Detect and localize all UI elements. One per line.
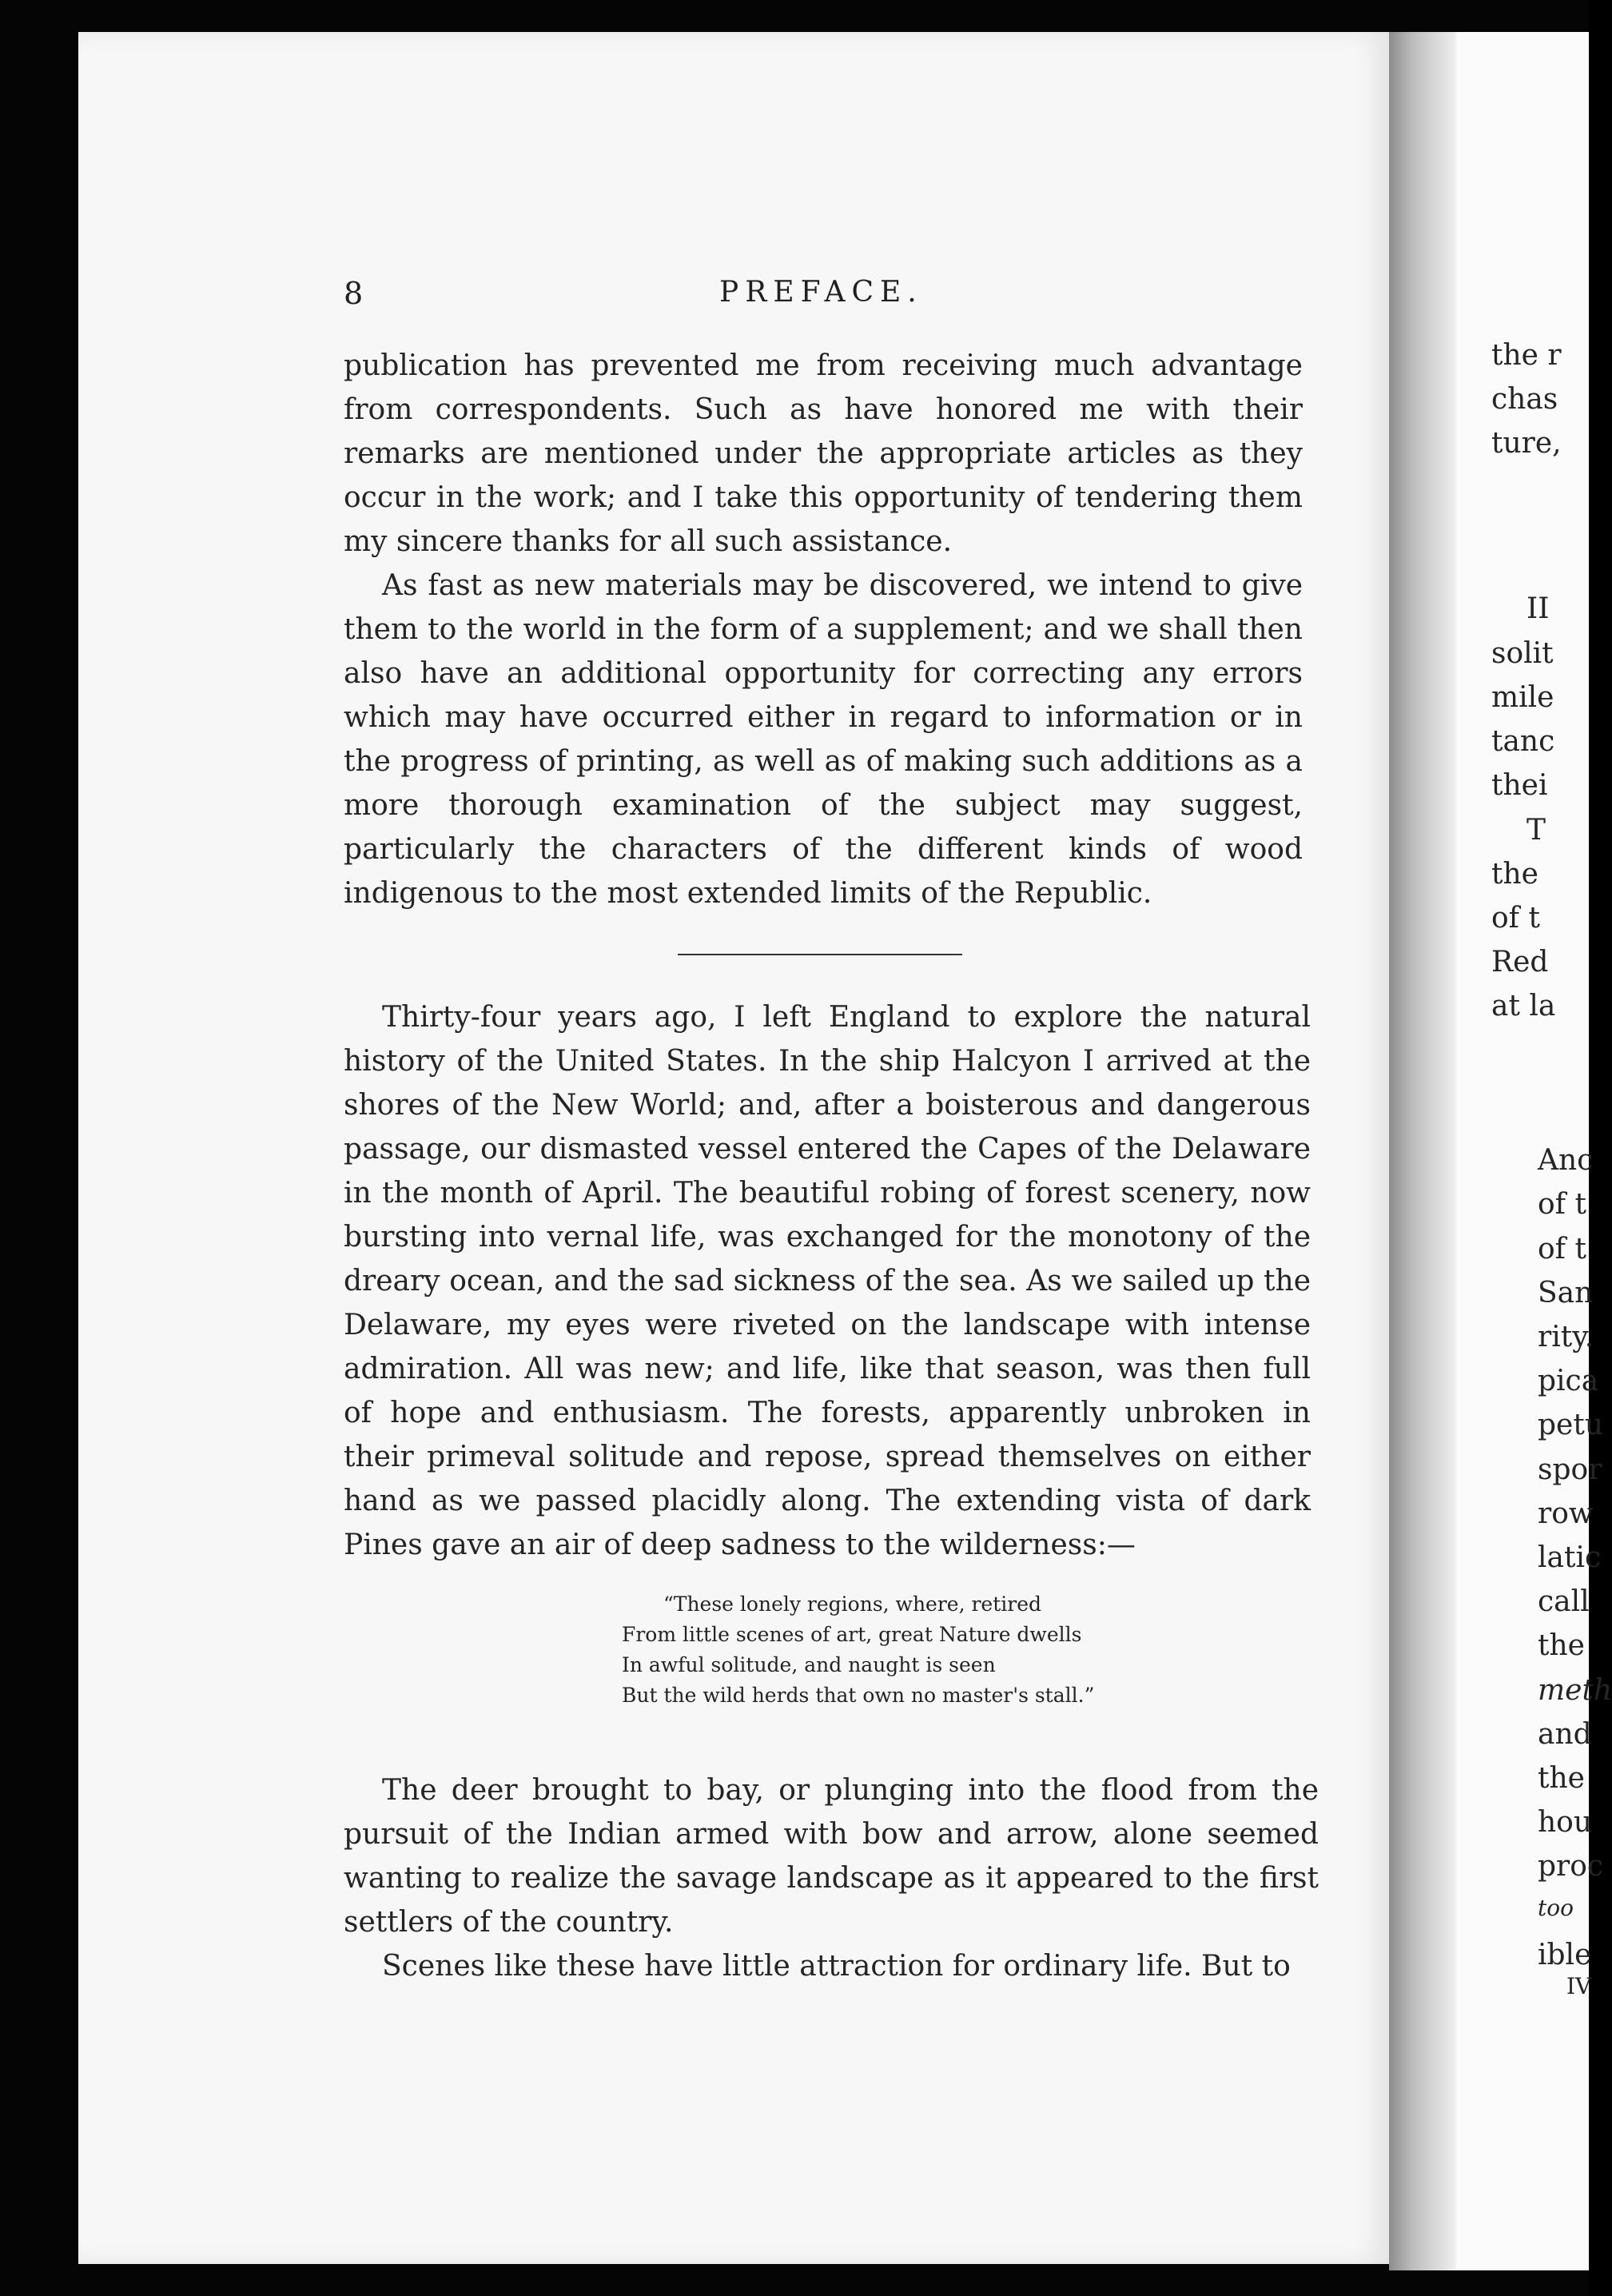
- verse-line: In awful solitude, and naught is seen: [622, 1653, 996, 1676]
- preface-text-top: [344, 344, 1303, 915]
- right-fragment: and: [1538, 1718, 1592, 1751]
- page-header: [344, 276, 1335, 316]
- right-fragment: of t: [1538, 1188, 1586, 1221]
- paragraph-3: Thirty-four years ago, I left England to explore the natural history of the United States. In the ship Halcyon I arrived at the shores of the New World; and, after a boisterous and dangerous passage, our dismasted vessel entered the Capes of the Delaware in the month of April. The beautiful robing of forest scenery, now bursting into vernal life, was exchanged for the monotony of the dreary ocean, and the sad sickness of the sea. As we sailed up the Delaware, my eyes were riveted on the landscape with intense admiration. All was new; and life, like that season, was then full of hope and enthusiasm. The forests, apparently unbroken in their primeval solitude and repose, spread themselves on either hand as we passed placidly along. The extending vista of dark Pines gave an air of deep sadness to the wilderness:—: [344, 1001, 1311, 1561]
- right-fragment: ible: [1538, 1939, 1592, 1971]
- right-fragment: meth: [1538, 1674, 1612, 1707]
- right-fragment: the: [1491, 858, 1538, 891]
- right-fragment: at la: [1491, 990, 1556, 1022]
- right-fragment: row: [1538, 1497, 1594, 1530]
- quoted-verse: [622, 1589, 1181, 1711]
- paragraph-4: The deer brought to bay, or plunging into the flood from the pursuit of the Indian armed with bow and arrow, alone seemed wanting to realize the savage landscape as it appeared to the first settlers of the country.: [344, 1774, 1319, 1939]
- running-head: PREFACE.: [719, 276, 923, 309]
- right-fragment: T: [1526, 814, 1546, 847]
- preface-text-middle: [344, 995, 1311, 1567]
- right-fragment: hou: [1538, 1806, 1593, 1839]
- book-gutter: [1389, 32, 1456, 2270]
- right-fragment: ture,: [1491, 427, 1562, 460]
- preface-text-bottom: [344, 1768, 1319, 1988]
- right-fragment: spor: [1538, 1453, 1602, 1486]
- right-fragment: IV: [1566, 1973, 1592, 1999]
- right-fragment: San: [1538, 1277, 1594, 1309]
- right-fragment: too: [1538, 1895, 1574, 1921]
- right-fragment: rity.: [1538, 1321, 1594, 1353]
- right-fragment: of t: [1491, 902, 1540, 935]
- right-fragment: mile: [1491, 681, 1554, 714]
- verse-line: “These lonely regions, where, retired: [663, 1592, 1042, 1616]
- right-fragment: solit: [1491, 637, 1554, 670]
- right-fragment: chas: [1491, 383, 1558, 416]
- page-number: 8: [344, 276, 364, 311]
- section-separator: [678, 954, 962, 955]
- right-fragment: the r: [1491, 339, 1562, 372]
- right-fragment: of t: [1538, 1233, 1586, 1266]
- right-fragment: the: [1538, 1762, 1585, 1795]
- right-fragment: the: [1538, 1629, 1585, 1662]
- paragraph-1: publication has prevented me from receiving much advantage from correspondents. Such as have honored me with their remarks are mentioned under the appropriate articles as they occur in the work; and I take this opportunity of tendering them my sincere thanks for all such assistance.: [344, 349, 1303, 558]
- verse-line: But the wild herds that own no master's stall.”: [622, 1684, 1095, 1707]
- verse-line: From little scenes of art, great Nature dwells: [622, 1623, 1082, 1646]
- right-fragment: latic: [1538, 1541, 1602, 1574]
- right-fragment: Red: [1491, 946, 1549, 979]
- paragraph-5: Scenes like these have little attraction for ordinary life. But to: [382, 1950, 1291, 1983]
- right-fragment: proc: [1538, 1850, 1604, 1883]
- right-fragment: tanc: [1491, 725, 1555, 758]
- right-fragment: thei: [1491, 769, 1548, 802]
- right-fragment: Anc: [1538, 1144, 1594, 1177]
- paragraph-2: As fast as new materials may be discovered, we intend to give them to the world in the form of a supplement; and we shall then also have an additional opportunity for correcting any errors which may have occurred either in regard to information or in the progress of printing, as well as of making such additions as a more thorough examination of the subject may suggest, particularly the characters of the different kinds of wood indigenous to the most extended limits of the Republic.: [344, 569, 1303, 910]
- right-fragment: petu: [1538, 1409, 1604, 1441]
- right-fragment: II: [1526, 592, 1550, 625]
- right-fragment: pica: [1538, 1365, 1599, 1397]
- right-fragment: call: [1538, 1585, 1590, 1618]
